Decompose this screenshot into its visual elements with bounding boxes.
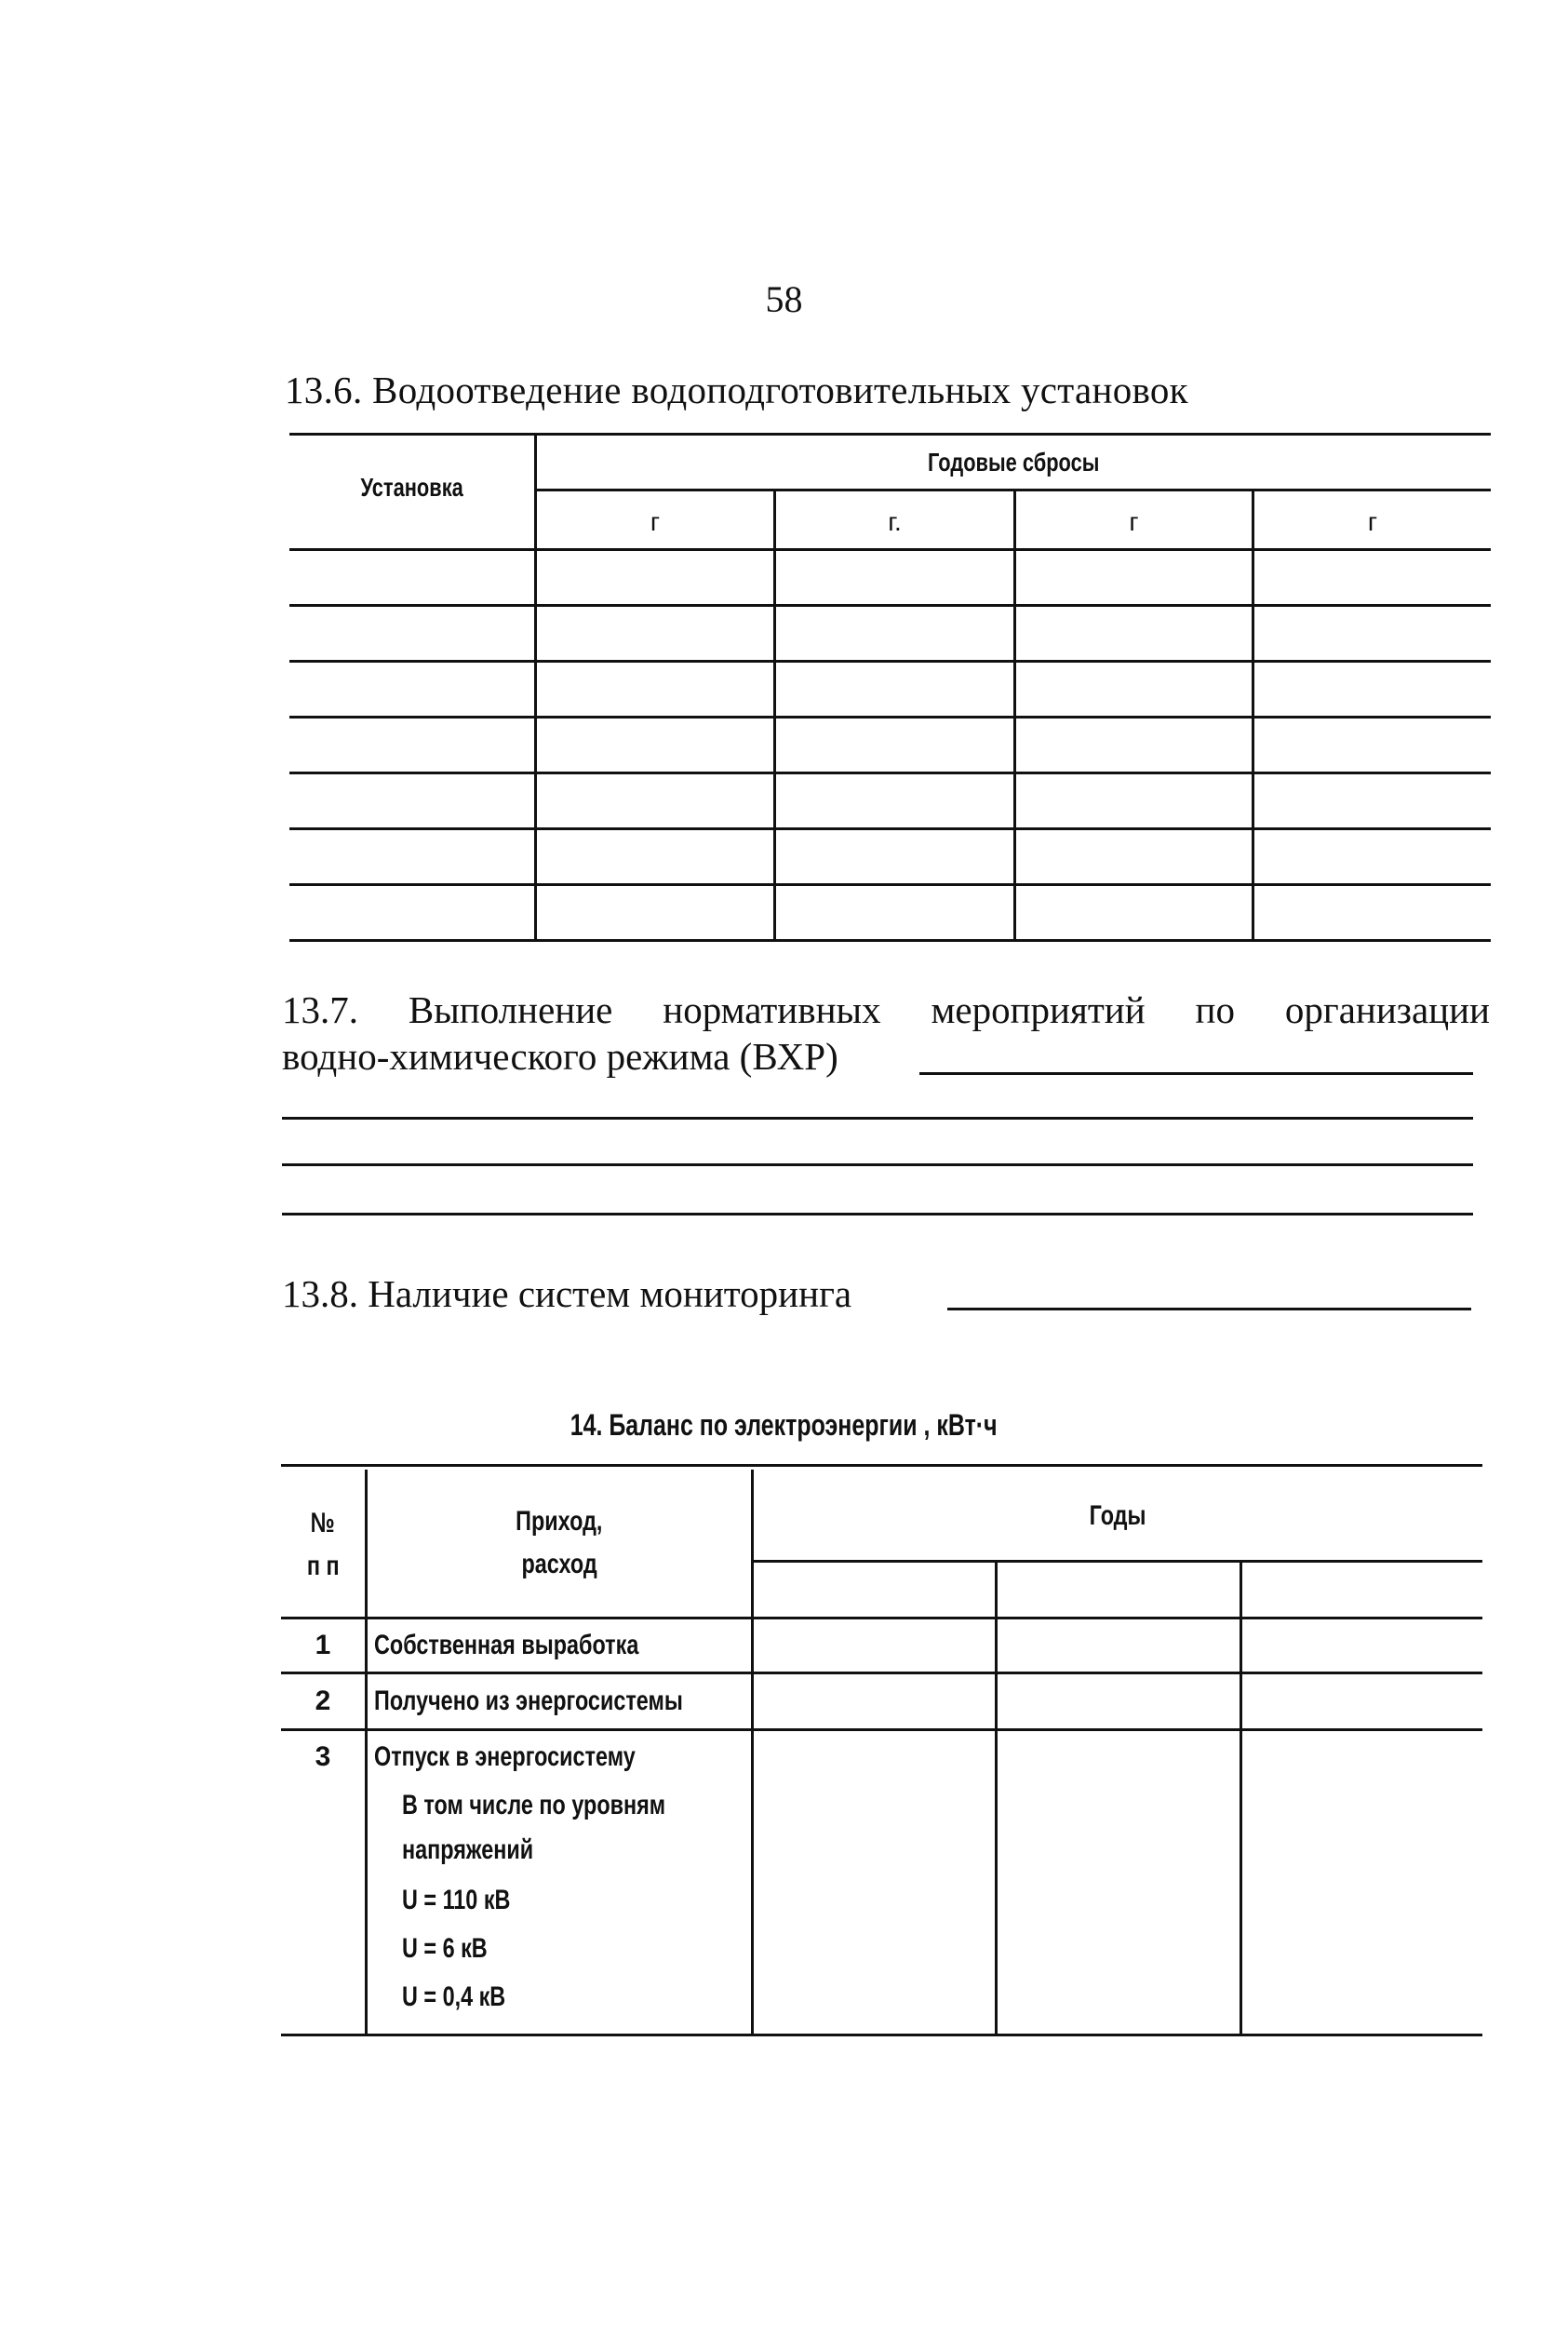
table-col-rule xyxy=(995,1563,998,2036)
section-13-6-heading: 13.6. Водоотведение водоподготовительных установок xyxy=(285,369,1188,411)
fill-in-line xyxy=(282,1117,1473,1120)
fill-in-line xyxy=(919,1072,1473,1075)
table-rule xyxy=(289,939,1491,942)
row-1-number: 1 xyxy=(315,1630,331,1660)
table-rule xyxy=(289,604,1491,607)
row-2-label: Получено из энергосистемы xyxy=(374,1686,683,1716)
col-header-year-2: г. xyxy=(888,507,902,536)
row-3-label: Отпуск в энергосистему xyxy=(374,1741,636,1772)
row-2-number: 2 xyxy=(315,1686,331,1716)
row-3-number: 3 xyxy=(315,1741,331,1772)
col-header-year-1: г xyxy=(650,507,661,536)
row-3-sub-5: U = 0,4 кВ xyxy=(402,1981,506,2012)
table-rule xyxy=(281,1617,1482,1619)
col-header-number: № xyxy=(310,1508,336,1538)
col-header-item-line1: Приход, xyxy=(516,1506,603,1537)
page-number: 58 xyxy=(765,278,803,320)
table-rule xyxy=(281,1728,1482,1731)
row-3-sub-3: U = 110 кВ xyxy=(402,1885,511,1915)
table-col-rule xyxy=(751,1470,754,2036)
section-13-7-heading-line1: 13.7. Выполнение нормативных мероприятий по организации xyxy=(282,988,1490,1031)
table-col-rule xyxy=(1240,1563,1242,2036)
table-rule xyxy=(289,433,1491,436)
table-col-rule xyxy=(773,490,776,942)
table-rule xyxy=(754,1560,1482,1563)
table-rule xyxy=(289,883,1491,886)
section-13-7-heading-line2: водно-химического режима (ВХР) xyxy=(282,1035,838,1078)
table-rule xyxy=(289,827,1491,830)
table-col-rule xyxy=(1013,490,1016,942)
table-col-rule xyxy=(1252,490,1254,942)
row-3-sub-4: U = 6 кВ xyxy=(402,1933,488,1964)
fill-in-line xyxy=(282,1213,1473,1216)
fill-in-line xyxy=(282,1163,1473,1166)
table-rule xyxy=(281,2034,1482,2036)
table-rule xyxy=(289,548,1491,551)
col-header-years: Годы xyxy=(1090,1500,1146,1531)
electricity-balance-table xyxy=(281,1464,1482,2038)
table-rule xyxy=(281,1464,1482,1467)
col-header-item-line2: расход xyxy=(521,1549,597,1579)
row-3-sub-1: В том числе по уровням xyxy=(402,1790,666,1820)
wastewater-table xyxy=(289,428,1491,944)
table-rule xyxy=(289,660,1491,663)
row-3-sub-2: напряжений xyxy=(402,1834,534,1865)
row-1-label: Собственная выработка xyxy=(374,1630,639,1660)
section-14-title: 14. Баланс по электроэнергии , кВт·ч xyxy=(570,1408,998,1442)
col-header-installation: Установка xyxy=(360,473,463,502)
section-13-8-heading: 13.8. Наличие систем мониторинга xyxy=(282,1272,852,1315)
fill-in-line xyxy=(947,1308,1471,1310)
col-header-year-3: г xyxy=(1129,507,1139,536)
table-rule xyxy=(289,772,1491,774)
table-rule xyxy=(289,716,1491,719)
col-header-year-4: г xyxy=(1367,507,1378,536)
col-header-number-sub: п п xyxy=(306,1551,340,1581)
col-header-annual-discharges: Годовые сбросы xyxy=(928,448,1100,477)
table-rule xyxy=(281,1672,1482,1674)
